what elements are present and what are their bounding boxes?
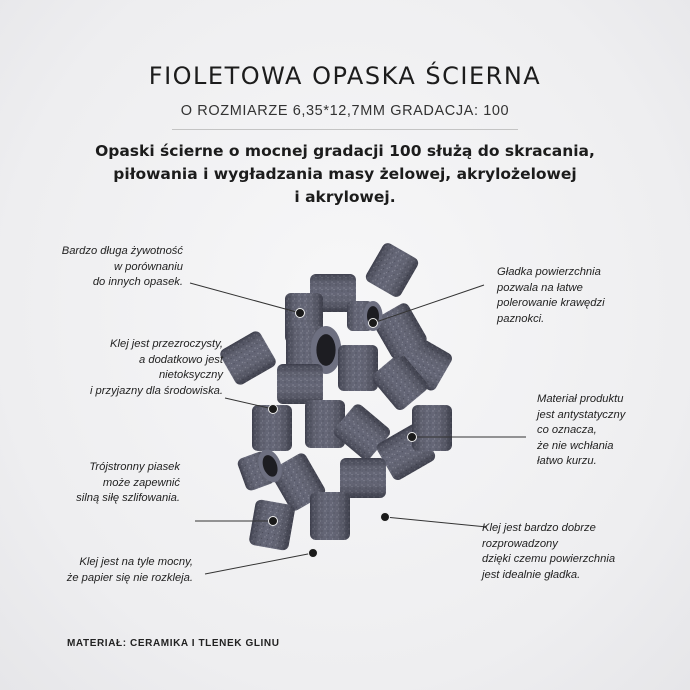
- callout-dot: [369, 319, 378, 328]
- note-line: może zapewnić: [102, 476, 180, 489]
- sanding-band: [310, 492, 350, 540]
- note-line: do innych opasek.: [92, 276, 183, 288]
- callout-dot: [408, 433, 417, 442]
- note-line: że papier się nie rozkleja.: [66, 571, 193, 584]
- callout-dot: [309, 549, 318, 558]
- note-line: a dodatkowo jest: [139, 353, 223, 366]
- callout-dot: [381, 513, 390, 522]
- note-line: jest idealnie gładka.: [482, 568, 581, 581]
- note-line: Materiał produktu: [537, 393, 624, 405]
- note-smooth-surface: [497, 265, 605, 327]
- note-line: łatwo kurzu.: [537, 455, 597, 467]
- note-line: Trójstronny piasek: [89, 461, 180, 473]
- note-line: rozprowadzony: [482, 537, 558, 550]
- note-line: silną siłę szlifowania.: [76, 492, 180, 504]
- page-subtitle: O ROZMIARZE 6,35*12,7MM GRADACJA: 100: [180, 103, 510, 119]
- note-line: nietoksyczny: [158, 369, 223, 381]
- material-footer: MATERIAŁ: CERAMIKA I TLENEK GLINU: [67, 638, 280, 649]
- note-line: pozwala na łatwe: [497, 281, 583, 294]
- page-title: FIOLETOWA OPASKA ŚCIERNA: [148, 62, 542, 90]
- note-line: jest antystatyczny: [537, 408, 626, 421]
- sanding-band: [277, 364, 323, 404]
- sanding-band: [364, 241, 421, 299]
- description-line: i akrylowej.: [294, 188, 396, 206]
- sanding-band: [338, 345, 378, 391]
- sanding-band: [340, 458, 386, 498]
- sanding-band: [412, 405, 452, 451]
- note-antistatic: [537, 392, 625, 470]
- note-line: paznokci.: [497, 312, 545, 325]
- callout-line: [190, 283, 300, 313]
- note-line: Bardzo długa żywotność: [61, 245, 183, 257]
- callout-dot: [269, 405, 278, 414]
- note-line: Klej jest bardzo dobrze: [482, 522, 596, 534]
- callout-line: [385, 517, 487, 527]
- sanding-band: [347, 301, 383, 331]
- note-line: dzięki czemu powierzchnia: [482, 553, 616, 565]
- callout-line: [225, 398, 273, 409]
- description-line: piłowania i wygładzania masy żelowej, akrylożelowej: [113, 165, 577, 183]
- callout-dot: [269, 517, 278, 526]
- note-line: i przyjazny dla środowiska.: [89, 384, 223, 397]
- note-clear-glue: [90, 337, 223, 399]
- note-sand: [76, 460, 180, 507]
- callout-line: [205, 553, 313, 574]
- note-glue-spread: [482, 521, 615, 583]
- sanding-band: [218, 329, 278, 387]
- note-line: Klej jest na tyle mocny,: [79, 556, 193, 568]
- note-long-life: [62, 244, 183, 291]
- note-line: polerowanie krawędzi: [497, 297, 605, 309]
- note-line: Klej jest przezroczysty,: [110, 338, 223, 350]
- note-line: Gładka powierzchnia: [497, 266, 601, 278]
- description-line: Opaski ścierne o mocnej gradacji 100 służą do skracania,: [95, 142, 595, 160]
- note-line: w porównaniu: [113, 260, 183, 273]
- note-line: co oznacza,: [537, 424, 597, 436]
- callout-dot: [296, 309, 305, 318]
- note-strong-glue: [67, 555, 193, 586]
- note-line: że nie wchłania: [537, 439, 614, 452]
